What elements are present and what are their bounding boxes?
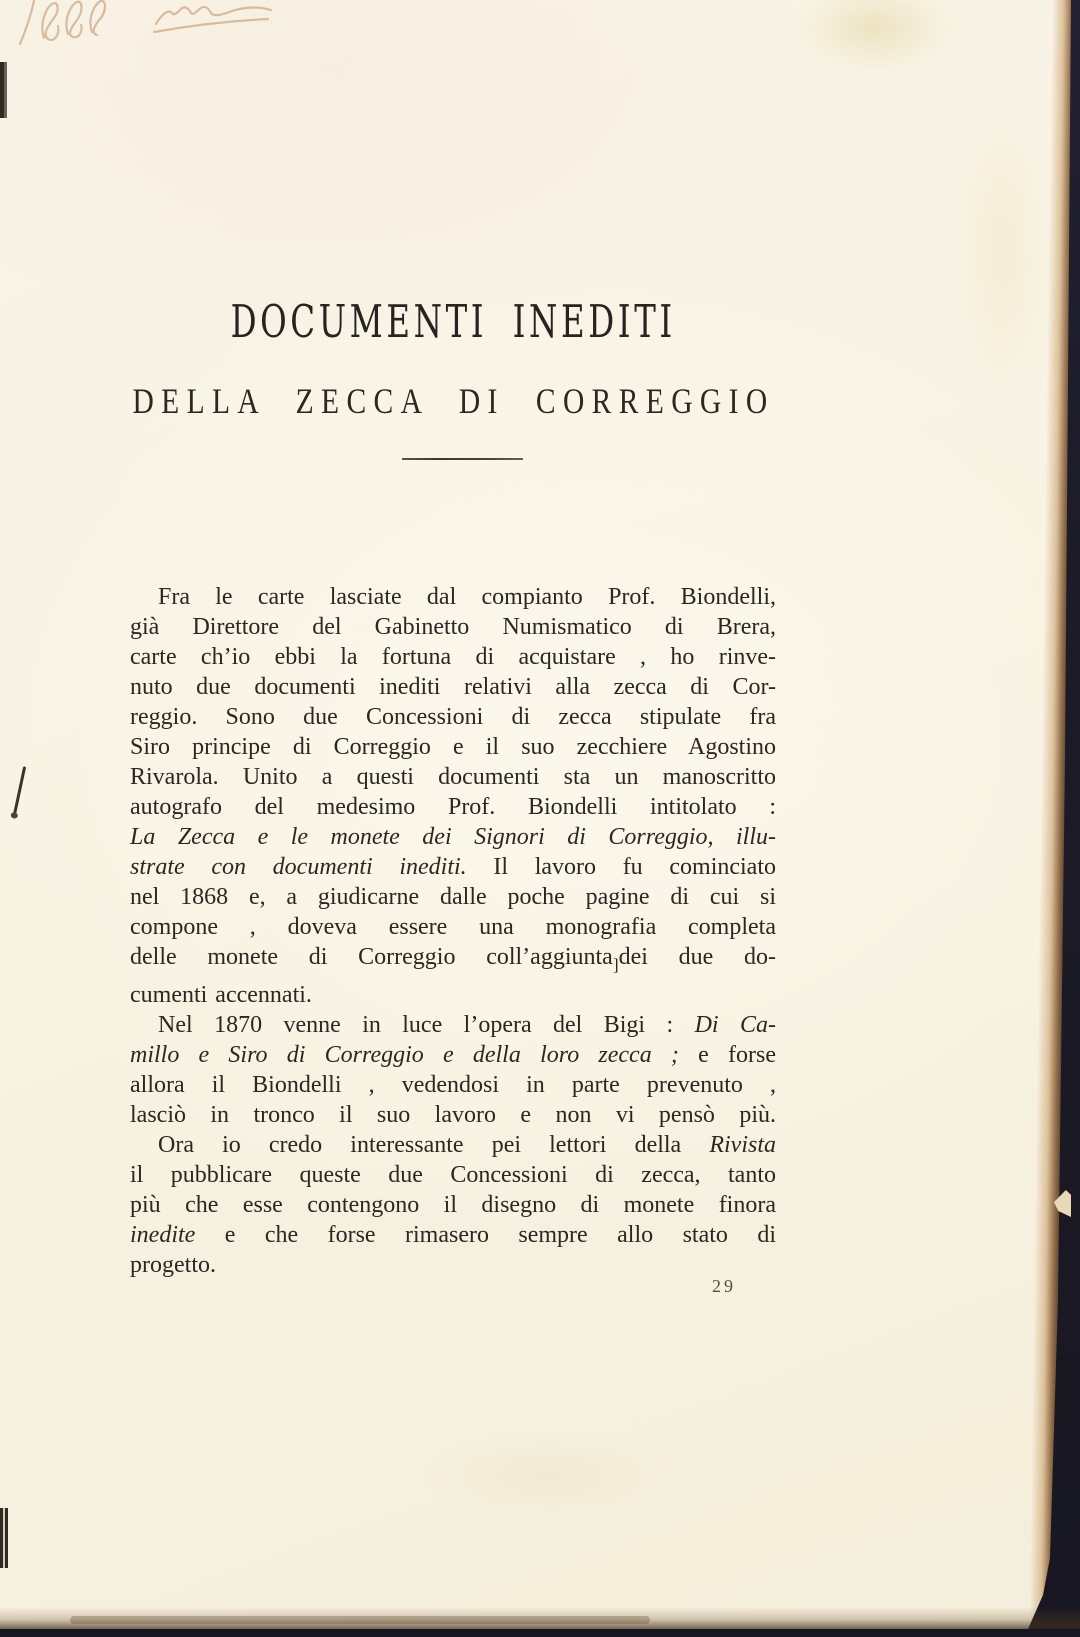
text-line: lasciò in tronco il suo lavoro e non vi pensò più. [130,1102,776,1128]
text-line: carte ch’io ebbi la fortuna di acquistare , ho rinve- [130,644,776,670]
page-title-text: DOCUMENTI INEDITI [230,295,676,348]
page-subtitle [0,383,906,419]
text-line: nuto due documenti inediti relativi alla zecca di Cor- [130,674,776,700]
text-line: strate con documenti inediti. Il lavoro fu cominciato [130,854,776,880]
text-line: Fra le carte lasciate dal compianto Prof. Biondelli, [158,584,776,610]
left-edge-mark [0,1508,8,1568]
text-line: millo e Siro di Correggio e della loro zecca ; e forse [130,1042,776,1068]
text-line: Rivarola. Unito a questi documenti sta un manoscritto [130,764,776,790]
text-line: inedite e che forse rimasero sempre allo stato di [130,1222,776,1248]
paper-stain [955,110,1050,390]
text-line: compone , doveva essere una monografia completa [130,914,776,940]
text-line: progetto. [130,1252,216,1278]
text-line: già Direttore del Gabinetto Numismatico di Brera, [130,614,776,640]
text-line: delle monete di Correggio coll’aggiunta$_]$dei due do- [130,944,776,974]
text-line: Siro principe di Correggio e il suo zecchiere Agostino [130,734,776,760]
text-line: Nel 1870 venne in luce l’opera del Bigi : Di Ca- [158,1012,777,1038]
pen-mark [13,766,26,816]
paper-stain [790,0,960,75]
bottom-edge-smudge [70,1616,650,1624]
text-line: reggio. Sono due Concessioni di zecca stipulate fra [130,704,776,730]
page-subtitle-text: DELLA ZECCA DI CORREGGIO [131,381,775,421]
page-number: 29 [712,1276,736,1296]
text-line: La Zecca e le monete dei Signori di Correggio, illu- [130,824,776,850]
page-title [0,295,906,348]
text-line: più che esse contengono il disegno di monete finora [130,1192,776,1218]
text-line: Ora io credo interessante pei lettori della Rivista [158,1132,776,1158]
paper-stain [420,1430,680,1520]
text-line: autografo del medesimo Prof. Biondelli intitolato : [130,794,776,820]
ornamental-rule [402,458,523,460]
text-line: cumenti accennati. [130,982,312,1008]
body-text [130,582,776,1280]
text-line: il pubblicare queste due Concessioni di zecca, tanto [130,1162,776,1188]
text-line: nel 1868 e, a giudicarne dalle poche pagine di cui si [130,884,776,910]
text-line: allora il Biondelli , vedendosi in parte prevenuto , [130,1072,776,1098]
left-edge-mark [0,62,7,118]
handwritten-note [6,0,296,58]
